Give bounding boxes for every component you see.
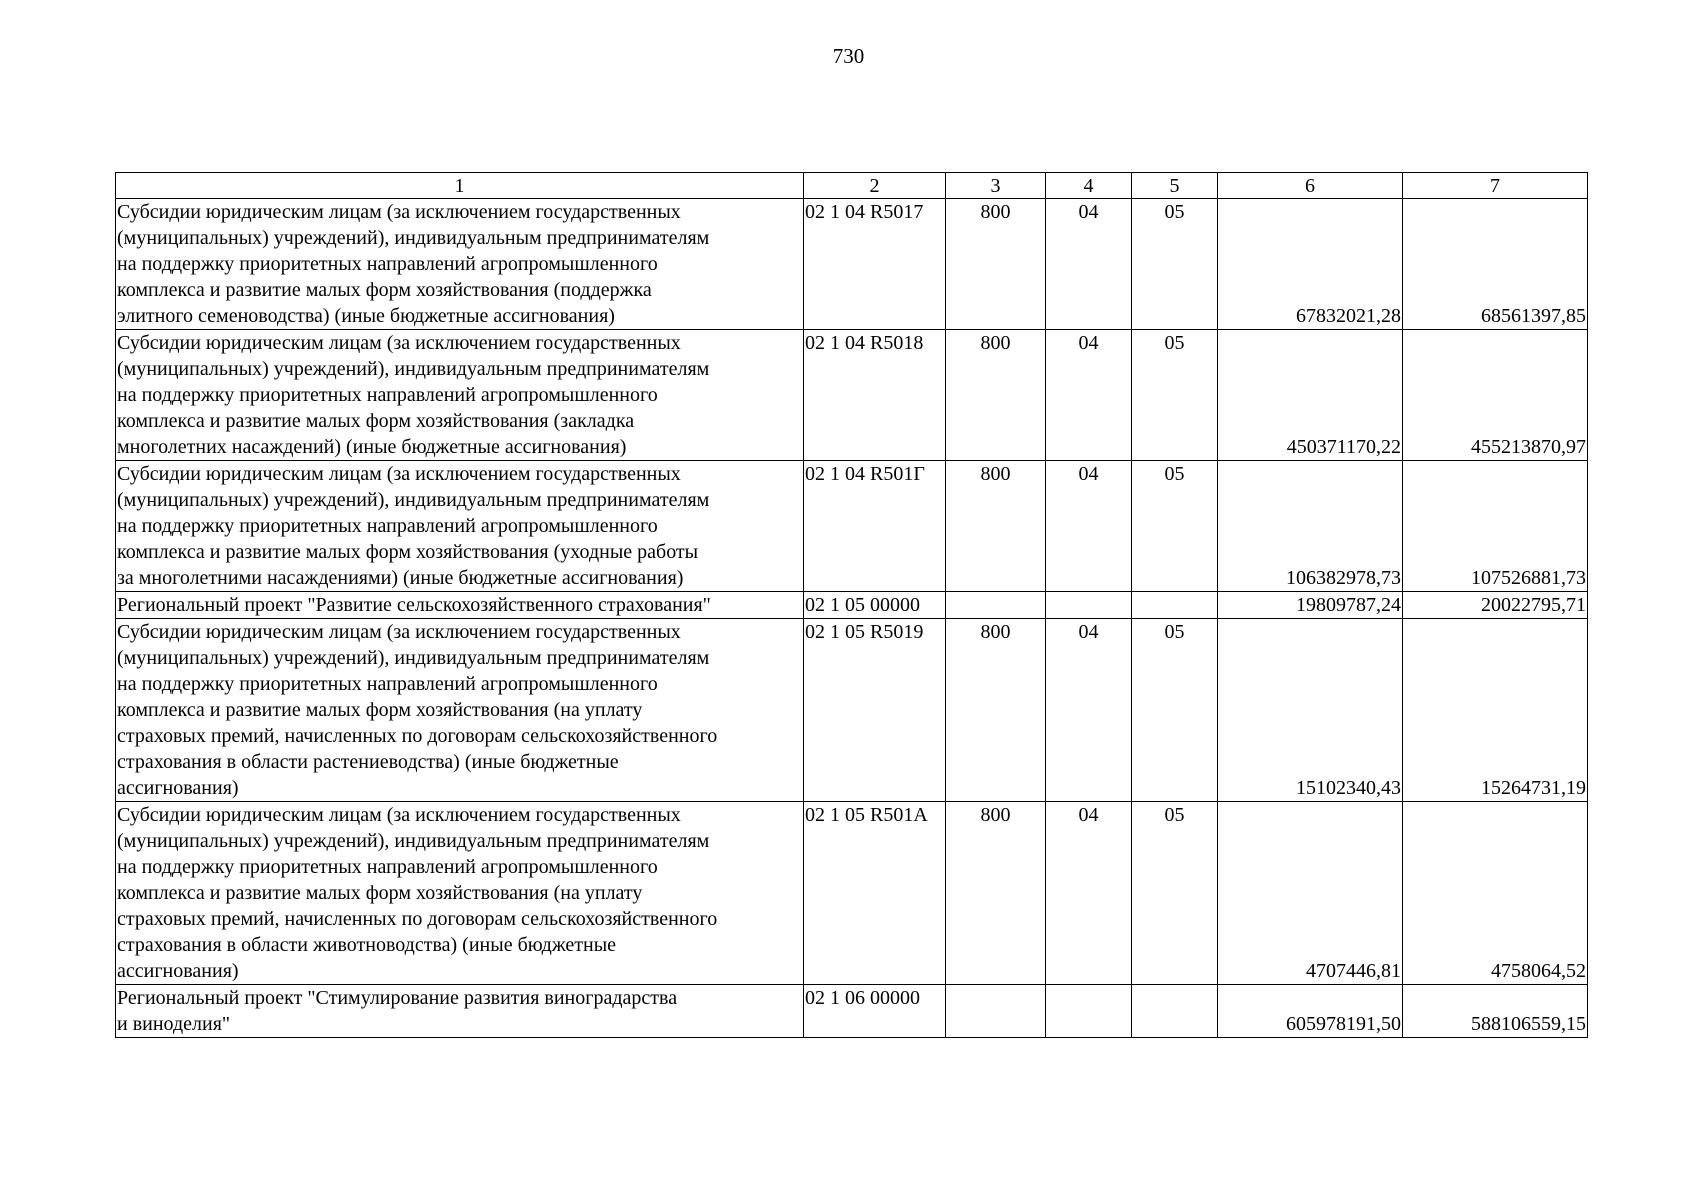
row-section: 04 xyxy=(1046,199,1132,330)
row-amount-col6: 106382978,73 xyxy=(1218,461,1403,592)
row-description: Региональный проект "Стимулирование развития виноградарства и виноделия" xyxy=(116,985,804,1038)
row-amount-col6: 4707446,81 xyxy=(1218,802,1403,985)
row-expense-type: 800 xyxy=(946,461,1046,592)
row-subsection xyxy=(1132,592,1218,619)
column-header: 3 xyxy=(946,173,1046,199)
row-subsection: 05 xyxy=(1132,802,1218,985)
row-description: Субсидии юридическим лицам (за исключением государственных (муниципальных) учреждений), индивидуальным предпринимателям на поддержку приоритетных направлений агропромышленного комплекса и развитие малых форм хозяйствования (на уплату страховых премий, начисленных по договорам сельскохозяйственного страхования в области растениеводства) (иные бюджетные ассигнования) xyxy=(116,619,804,802)
row-amount-col7: 68561397,85 xyxy=(1403,199,1588,330)
row-target-code: 02 1 05 R5019 xyxy=(804,619,946,802)
row-subsection: 05 xyxy=(1132,461,1218,592)
row-amount-col7: 588106559,15 xyxy=(1403,985,1588,1038)
table-row xyxy=(116,985,1588,1038)
row-amount-col6: 450371170,22 xyxy=(1218,330,1403,461)
row-amount-col7: 4758064,52 xyxy=(1403,802,1588,985)
row-amount-col7: 107526881,73 xyxy=(1403,461,1588,592)
row-expense-type: 800 xyxy=(946,330,1046,461)
row-section: 04 xyxy=(1046,619,1132,802)
row-description: Субсидии юридическим лицам (за исключением государственных (муниципальных) учреждений), индивидуальным предпринимателям на поддержку приоритетных направлений агропромышленного комплекса и развитие малых форм хозяйствования (закладка многолетних насаждений) (иные бюджетные ассигнования) xyxy=(116,330,804,461)
page-number: 730 xyxy=(832,44,865,68)
row-subsection: 05 xyxy=(1132,330,1218,461)
row-section: 04 xyxy=(1046,461,1132,592)
table-row xyxy=(116,461,1588,592)
row-target-code: 02 1 06 00000 xyxy=(804,985,946,1038)
column-header: 6 xyxy=(1218,173,1403,199)
row-expense-type: 800 xyxy=(946,619,1046,802)
table-row xyxy=(116,330,1588,461)
row-target-code: 02 1 04 R5018 xyxy=(804,330,946,461)
row-subsection xyxy=(1132,985,1218,1038)
table-row xyxy=(116,199,1588,330)
table-row xyxy=(116,802,1588,985)
row-subsection: 05 xyxy=(1132,199,1218,330)
column-header: 7 xyxy=(1403,173,1588,199)
row-target-code: 02 1 05 R501A xyxy=(804,802,946,985)
row-section: 04 xyxy=(1046,330,1132,461)
column-header: 4 xyxy=(1046,173,1132,199)
row-description: Субсидии юридическим лицам (за исключением государственных (муниципальных) учреждений), индивидуальным предпринимателям на поддержку приоритетных направлений агропромышленного комплекса и развитие малых форм хозяйствования (поддержка элитного семеноводства) (иные бюджетные ассигнования) xyxy=(116,199,804,330)
column-header: 1 xyxy=(116,173,804,199)
table-row xyxy=(116,592,1588,619)
budget-table xyxy=(115,172,1588,1038)
row-expense-type xyxy=(946,985,1046,1038)
row-expense-type xyxy=(946,592,1046,619)
row-section xyxy=(1046,592,1132,619)
row-expense-type: 800 xyxy=(946,802,1046,985)
row-description: Региональный проект "Развитие сельскохозяйственного страхования" xyxy=(116,592,804,619)
row-subsection: 05 xyxy=(1132,619,1218,802)
row-target-code: 02 1 04 R5017 xyxy=(804,199,946,330)
row-description: Субсидии юридическим лицам (за исключением государственных (муниципальных) учреждений), индивидуальным предпринимателям на поддержку приоритетных направлений агропромышленного комплекса и развитие малых форм хозяйствования (на уплату страховых премий, начисленных по договорам сельскохозяйственного страхования в области животноводства) (иные бюджетные ассигнования) xyxy=(116,802,804,985)
row-amount-col7: 15264731,19 xyxy=(1403,619,1588,802)
row-section: 04 xyxy=(1046,802,1132,985)
table-header-row xyxy=(116,173,1588,199)
table-row xyxy=(116,619,1588,802)
row-amount-col6: 67832021,28 xyxy=(1218,199,1403,330)
row-description: Субсидии юридическим лицам (за исключением государственных (муниципальных) учреждений), индивидуальным предпринимателям на поддержку приоритетных направлений агропромышленного комплекса и развитие малых форм хозяйствования (уходные работы за многолетними насаждениями) (иные бюджетные ассигнования) xyxy=(116,461,804,592)
column-header: 5 xyxy=(1132,173,1218,199)
row-amount-col7: 455213870,97 xyxy=(1403,330,1588,461)
row-target-code: 02 1 04 R501Г xyxy=(804,461,946,592)
row-target-code: 02 1 05 00000 xyxy=(804,592,946,619)
row-amount-col6: 19809787,24 xyxy=(1218,592,1403,619)
row-expense-type: 800 xyxy=(946,199,1046,330)
row-amount-col7: 20022795,71 xyxy=(1403,592,1588,619)
column-header: 2 xyxy=(804,173,946,199)
row-amount-col6: 15102340,43 xyxy=(1218,619,1403,802)
row-section xyxy=(1046,985,1132,1038)
row-amount-col6: 605978191,50 xyxy=(1218,985,1403,1038)
